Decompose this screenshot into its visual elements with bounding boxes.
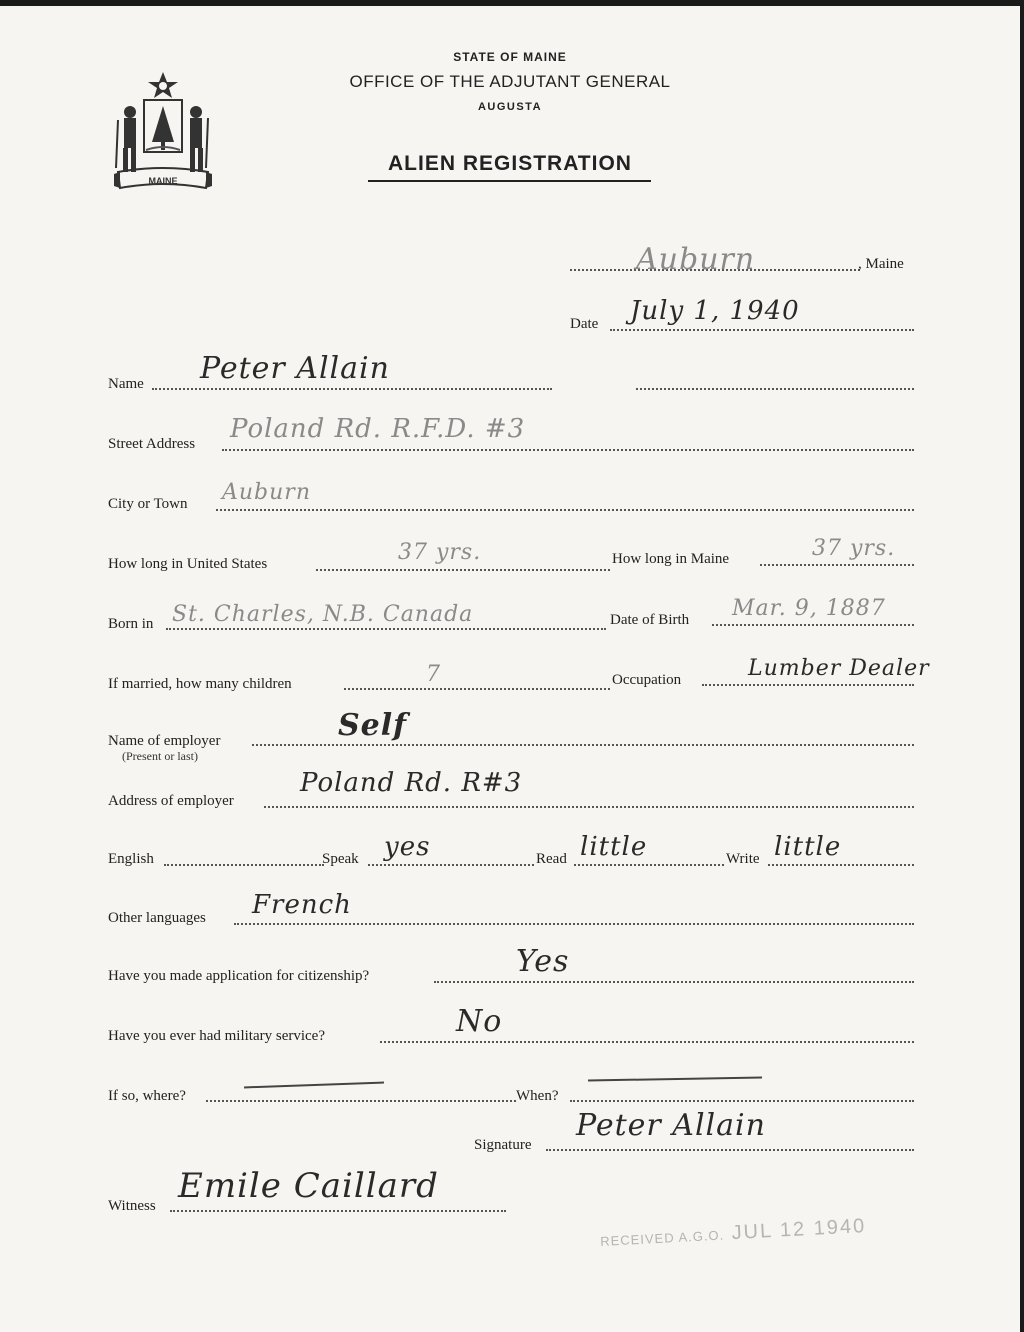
place-suffix: , Maine [858, 256, 904, 272]
when-dash [588, 1076, 762, 1081]
dob-label: Date of Birth [610, 612, 690, 628]
how-long-me-value: 37 yrs. [812, 536, 896, 561]
name-line [152, 388, 552, 390]
stamp-date: JUL 12 1940 [731, 1215, 867, 1245]
name-label: Name [108, 376, 144, 392]
other-lang-line [234, 923, 914, 925]
military-label: Have you ever had military service? [108, 1028, 325, 1044]
employer-line [252, 744, 914, 746]
street-line [222, 449, 914, 451]
name-line-2 [636, 388, 914, 390]
where-line [206, 1100, 516, 1102]
occupation-label: Occupation [612, 672, 682, 688]
children-value: 7 [426, 662, 441, 687]
write-value: little [774, 832, 842, 862]
city-line [216, 509, 914, 511]
when-line [570, 1100, 914, 1102]
received-stamp [600, 1215, 867, 1252]
where-dash [244, 1082, 384, 1089]
write-line [768, 864, 914, 866]
city-label: City or Town [108, 496, 188, 512]
speak-line [368, 864, 534, 866]
header-state: STATE OF MAINE [453, 50, 567, 64]
how-long-me-line [760, 564, 914, 566]
military-value: No [456, 1004, 503, 1039]
military-line [380, 1041, 914, 1043]
citizenship-label: Have you made application for citizenship? [108, 968, 370, 984]
witness-label: Witness [108, 1198, 156, 1214]
form-title: ALIEN REGISTRATION [388, 152, 632, 175]
speak-label: Speak [322, 851, 359, 867]
children-label: If married, how many children [108, 676, 292, 692]
name-value: Peter Allain [200, 351, 390, 386]
read-label: Read [536, 851, 567, 867]
read-value: little [580, 832, 648, 862]
street-label: Street Address [108, 436, 196, 452]
when-label: When? [516, 1088, 559, 1104]
other-lang-value: French [252, 890, 352, 920]
witness-value: Emile Caillard [178, 1166, 439, 1206]
how-long-us-label: How long in United States [108, 556, 268, 572]
how-long-us-line [316, 569, 610, 571]
header-office: OFFICE OF THE ADJUTANT GENERAL [349, 72, 671, 91]
header-city: AUGUSTA [477, 101, 543, 113]
occupation-value: Lumber Dealer [748, 656, 930, 681]
other-lang-label: Other languages [108, 910, 206, 926]
born-label: Born in [108, 616, 154, 632]
occupation-line [702, 684, 914, 686]
dob-value: Mar. 9, 1887 [732, 596, 886, 621]
born-line [166, 628, 606, 630]
read-line [574, 864, 724, 866]
seal-ribbon-label: MAINE [148, 176, 178, 186]
employer-value: Self [338, 708, 408, 743]
street-value: Poland Rd. R.F.D. #3 [230, 414, 526, 444]
witness-line [170, 1210, 506, 1212]
english-line [164, 864, 324, 866]
citizenship-line [434, 981, 914, 983]
signature-line [546, 1149, 914, 1151]
date-label: Date [570, 316, 599, 332]
title-underline [368, 180, 651, 182]
write-label: Write [726, 851, 760, 867]
speak-value: yes [384, 832, 431, 862]
employer-sublabel: (Present or last) [122, 749, 198, 763]
registration-form [0, 6, 1020, 1332]
how-long-me-label: How long in Maine [612, 551, 730, 567]
date-line [610, 329, 914, 331]
born-value: St. Charles, N.B. Canada [172, 602, 474, 627]
where-label: If so, where? [108, 1088, 186, 1104]
city-value: Auburn [222, 480, 311, 505]
english-label: English [108, 851, 154, 867]
employer-addr-label: Address of employer [108, 793, 234, 809]
stamp-received: RECEIVED A.G.O. [599, 1227, 725, 1249]
date-value: July 1, 1940 [630, 296, 800, 326]
how-long-us-value: 37 yrs. [398, 540, 482, 565]
citizenship-value: Yes [516, 944, 570, 979]
children-line [344, 688, 610, 690]
dob-line [712, 624, 914, 626]
place-value: Auburn [636, 242, 756, 277]
employer-addr-line [264, 806, 914, 808]
signature-label: Signature [474, 1137, 532, 1153]
employer-addr-value: Poland Rd. R#3 [300, 768, 523, 798]
employer-label: Name of employer [108, 733, 221, 749]
signature-value: Peter Allain [576, 1108, 766, 1143]
